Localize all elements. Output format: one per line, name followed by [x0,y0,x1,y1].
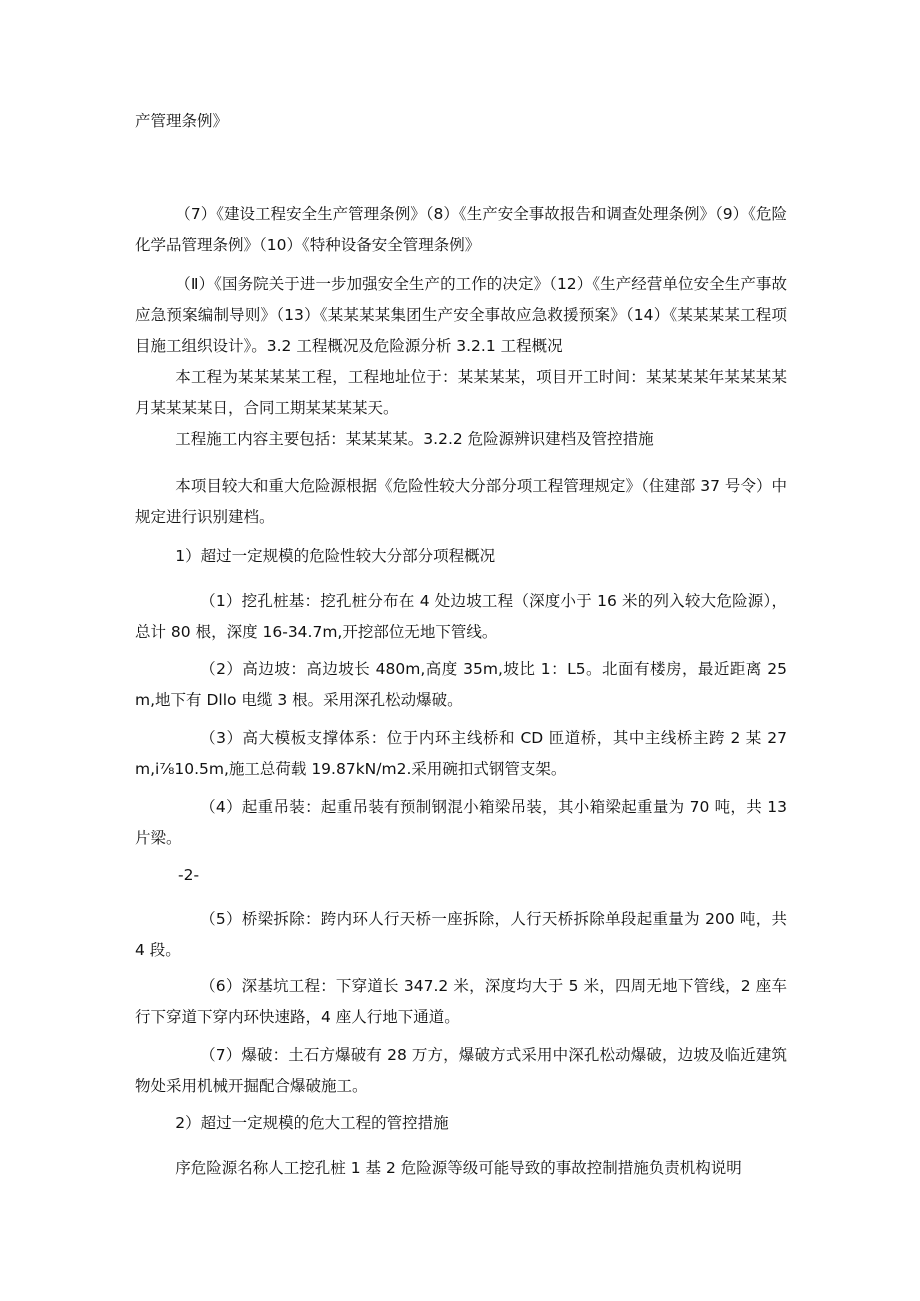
item-blasting: （7）爆破：土石方爆破有 28 万方，爆破方式采用中深孔松动爆破，边坡及临近建筑物处采用机械开掘配合爆破施工。 [135,1046,787,1095]
item-deep-foundation-pit: （6）深基坑工程：下穿道长 347.2 米，深度均大于 5 米，四周无地下管线，2 座车行下穿道下穿内环快速路，4 座人行地下通道。 [135,977,787,1026]
item-bridge-demolition: （5）桥梁拆除：跨内环人行天桥一座拆除，人行天桥拆除单段起重量为 200 吨，共 4 段。 [135,910,787,959]
heading-control-measures: 2）超过一定规模的危大工程的管控措施 [175,1114,449,1132]
item-excavated-piles: （1）挖孔桩基：挖孔桩分布在 4 处边坡工程（深度小于 16 米的列入较大危险源），总计 80 根，深度 16-34.7m,开挖部位无地下管线。 [135,592,787,641]
paragraph-construction-content: 工程施工内容主要包括：某某某某。3.2.2 危险源辨识建档及管控措施 [175,430,654,448]
page-number: -2- [178,866,200,884]
item-high-slope: （2）高边坡：高边坡长 480m,高度 35m,坡比 1：L5。北面有楼房，最近距离 25m,地下有 Dllo 电缆 3 根。采用深孔松动爆破。 [135,660,787,709]
paragraph-hazard-identification: 本项目较大和重大危险源根据《危险性较大分部分项工程管理规定》（住建部 37 号令）中规定进行识别建档。 [135,477,787,526]
paragraph-continuation: 产管理条例》 [135,112,229,130]
heading-large-scale-overview: 1）超过一定规模的危险性较大分部分项程概况 [175,547,496,565]
paragraph-project-overview: 本工程为某某某某工程，工程地址位于：某某某某，项目开工时间：某某某某年某某某某月某某某某日，合同工期某某某某天。 [135,368,787,417]
table-header-text: 序危险源名称人工挖孔桩 1 基 2 危险源等级可能导致的事故控制措施负责机构说明 [175,1159,742,1177]
item-formwork-support: （3）高大模板支撑体系：位于内环主线桥和 CD 匝道桥，其中主线桥主跨 2 某 27m,i⅞10.5m,施工总荷载 19.87kN∕m2.采用碗扣式钢管支架。 [135,729,787,778]
paragraph-regulations-11-14: （Ⅱ）《国务院关于进一步加强安全生产的工作的决定》（12）《生产经营单位安全生产事故应急预案编制导则》（13）《某某某某集团生产安全事故应急救援预案》（14）《某某某某工程项目施工组织设计》。3.2 工程概况及危险源分析 3.2.1 工程概况 [135,275,787,355]
item-hoisting: （4）起重吊装：起重吊装有预制钢混小箱梁吊装，其小箱梁起重量为 70 吨，共 13 片梁。 [135,798,787,847]
paragraph-regulations-7-10: （7）《建设工程安全生产管理条例》（8）《生产安全事故报告和调查处理条例》（9）《危险化学品管理条例》（10）《特种设备安全管理条例》 [135,205,787,254]
